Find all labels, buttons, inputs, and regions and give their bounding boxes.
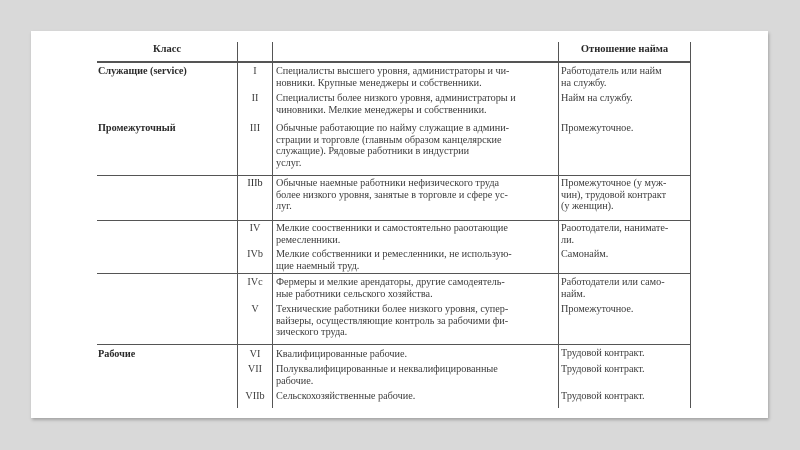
class-code: IVb bbox=[247, 249, 263, 260]
row-description: Специалисты высшего уровня, администраторы и чи- новники. Крупные менеджеры и собственники. bbox=[276, 66, 510, 89]
class-label-workers: Рабочие bbox=[98, 349, 136, 360]
class-code: III bbox=[249, 123, 261, 134]
row-description: Мелкие сооственники и самостоятельно раоотающие ремесленники. bbox=[276, 223, 508, 246]
class-code: IIIb bbox=[247, 178, 263, 189]
row-employment: Раоотодатели, нанимате- ли. bbox=[561, 223, 669, 246]
header-rule bbox=[97, 61, 691, 63]
row-description: Технические работники более низкого уровня, супер- вайзеры, осуществляющие контроль за рабочими фи- зического труда. bbox=[276, 304, 509, 339]
class-code: VII bbox=[247, 364, 263, 375]
row-employment: Промежуточное. bbox=[561, 304, 634, 315]
column-divider bbox=[272, 42, 273, 408]
row-description: Специалисты более низкого уровня, администраторы и чиновники. Мелкие менеджеры и собственники. bbox=[276, 93, 516, 116]
row-divider bbox=[97, 175, 691, 176]
class-code: IVc bbox=[247, 277, 263, 288]
row-employment: Работодатель или найм на службу. bbox=[561, 66, 662, 89]
class-label-service: Служащие (service) bbox=[98, 66, 187, 77]
row-description: Обычные работающие по найму служащие в админи- страции и торговле (главным образом канцелярские служащие). Рядовые работники в индустрии услуг. bbox=[276, 123, 510, 169]
row-employment: Самонайм. bbox=[561, 249, 609, 260]
row-employment: Промежуточное. bbox=[561, 123, 634, 134]
row-description: Фермеры и мелкие арендаторы, другие самодеятель- ные работники сельского хозяйства. bbox=[276, 277, 505, 300]
row-employment: Найм на службу. bbox=[561, 93, 633, 104]
header-class: Класс bbox=[152, 44, 182, 55]
header-employment: Отношение найма bbox=[580, 44, 669, 55]
class-code: V bbox=[251, 304, 259, 315]
row-employment: Работодатели или само- найм. bbox=[561, 277, 665, 300]
row-description: Обычные наемные работники нефизического труда более низкого уровня, занятые в торговле и сфере ус- луг. bbox=[276, 178, 508, 213]
row-employment: Трудовой контракт. bbox=[561, 364, 645, 375]
row-description: Мелкие собственники и ремесленники, не использую- щие наемный труд. bbox=[276, 249, 512, 272]
row-description: Полуквалифицированные и неквалифицированные рабочие. bbox=[276, 364, 498, 387]
row-description: Сельскохозяйственные рабочие. bbox=[276, 391, 416, 402]
class-code: VIIb bbox=[245, 391, 265, 402]
column-divider bbox=[558, 42, 559, 408]
class-code: IV bbox=[249, 223, 261, 234]
class-code: I bbox=[253, 66, 257, 77]
class-label-intermediate: Промежуточный bbox=[98, 123, 176, 134]
class-code: VI bbox=[249, 349, 261, 360]
row-employment: Промежуточное (у муж- чин), трудовой контракт (у женщин). bbox=[561, 178, 667, 213]
class-code: II bbox=[251, 93, 259, 104]
row-employment: Трудовой контракт. bbox=[561, 348, 645, 359]
document-page bbox=[31, 31, 768, 418]
row-divider bbox=[97, 273, 691, 274]
row-employment: Трудовой контракт. bbox=[561, 391, 645, 402]
row-description: Квалифицированные рабочие. bbox=[276, 349, 408, 360]
row-divider bbox=[97, 220, 691, 221]
column-divider bbox=[690, 42, 691, 408]
row-divider bbox=[97, 344, 691, 345]
